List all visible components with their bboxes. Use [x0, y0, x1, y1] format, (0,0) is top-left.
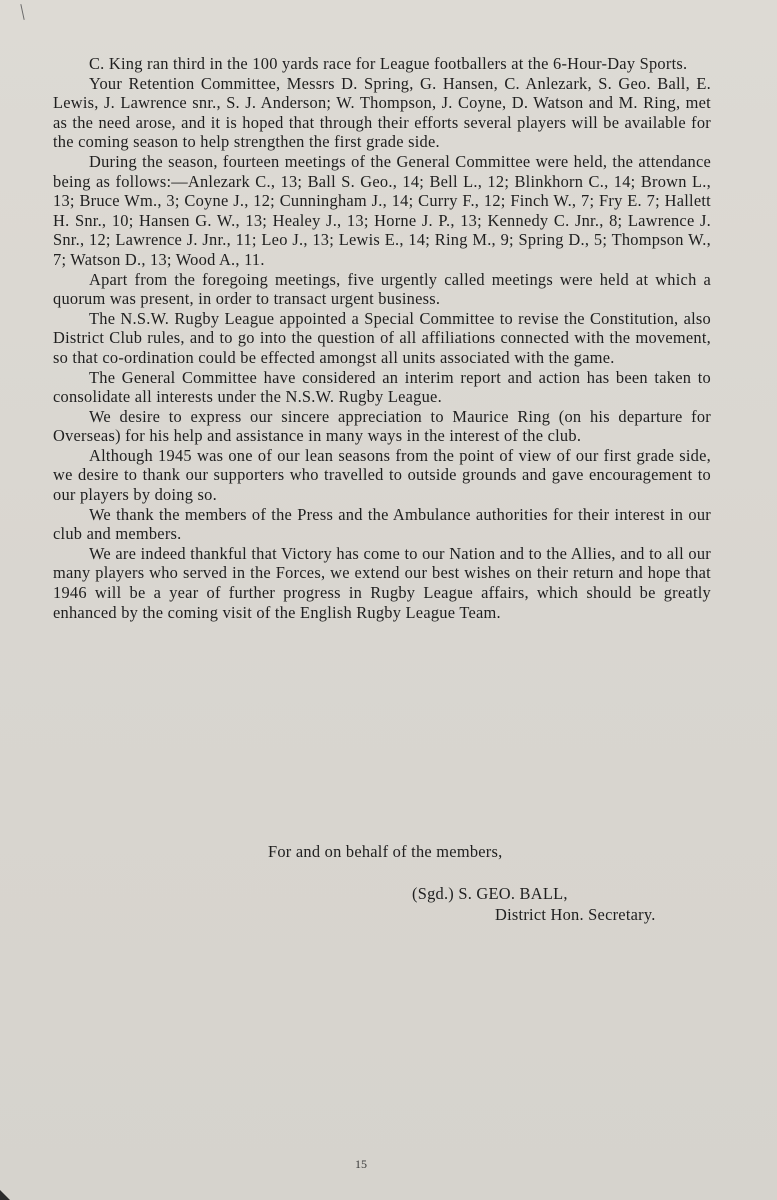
signature-title: District Hon. Secretary. — [495, 905, 656, 924]
signature-name: (Sgd.) S. GEO. BALL, — [412, 884, 568, 903]
closing-line: For and on behalf of the members, — [268, 842, 503, 861]
scan-mark — [20, 4, 24, 20]
paragraph-interim-report: The General Committee have considered an interim report and action has been taken to consolidate all interests under the N.S.W. Rugby League. — [53, 367, 711, 407]
body-text — [53, 54, 711, 622]
paragraph-retention-committee: Your Retention Committee, Messrs D. Spring, G. Hansen, C. Anlezark, S. Geo. Ball, E. Lewis, J. Lawrence snr., S. J. Anderson; W. Thompson, J. Coyne, D. Watson and M. Ring, met as the need arose, and it is hoped that through their efforts several players will be available for the coming season to help strengthen the first grade side. — [53, 73, 711, 152]
scan-corner-mark — [0, 1190, 10, 1200]
paragraph-maurice-ring: We desire to express our sincere appreciation to Maurice Ring (on his departure for Overseas) for his help and assistance in many ways in the interest of the club. — [53, 406, 711, 446]
paragraph-king-race: C. King ran third in the 100 yards race for League footballers at the 6-Hour-Day Sports. — [89, 54, 688, 73]
page-number: 15 — [355, 1157, 367, 1171]
paragraph-press-ambulance: We thank the members of the Press and the Ambulance authorities for their interest in our club and members. — [53, 504, 711, 544]
paragraph-meeting-attendance: During the season, fourteen meetings of the General Committee were held, the attendance being as follows:—Anlezark C., 13; Ball S. Geo., 14; Bell L., 12; Blinkhorn C., 14; Brown L., 13; Bruce Wm., 3; Coyne J., 12; Cunningham J., 14; Curry F., 12; Finch W., 7; Fry E. 7; Hallett H. Snr., 10; Hansen G. W., 13; Healey J., 13; Horne J. P., 13; Kennedy C. Jnr., 8; Lawrence J. Snr., 12; Lawrence J. Jnr., 11; Leo J., 13; Lewis E., 14; Ring M., 9; Spring D., 5; Thompson W., 7; Watson D., 13; Wood A., 11. — [53, 151, 711, 269]
paragraph-urgent-meetings: Apart from the foregoing meetings, five urgently called meetings were held at which a quorum was present, in order to transact urgent business. — [53, 269, 711, 309]
paragraph-victory: We are indeed thankful that Victory has come to our Nation and to the Allies, and to all our many players who served in the Forces, we extend our best wishes on their return and hope that 1946 will be a year of further progress in Rugby League affairs, which should be greatly enhanced by the coming visit of the English Rugby League Team. — [53, 543, 711, 622]
paragraph-special-committee: The N.S.W. Rugby League appointed a Special Committee to revise the Constitution, also District Club rules, and to go into the question of all affiliations connected with the movement, so that co-ordination could be effected amongst all units associated with the game. — [53, 308, 711, 367]
paragraph-supporters-thanks: Although 1945 was one of our lean seasons from the point of view of our first grade side, we desire to thank our supporters who travelled to outside grounds and gave encouragement to our players by doing so. — [53, 445, 711, 505]
